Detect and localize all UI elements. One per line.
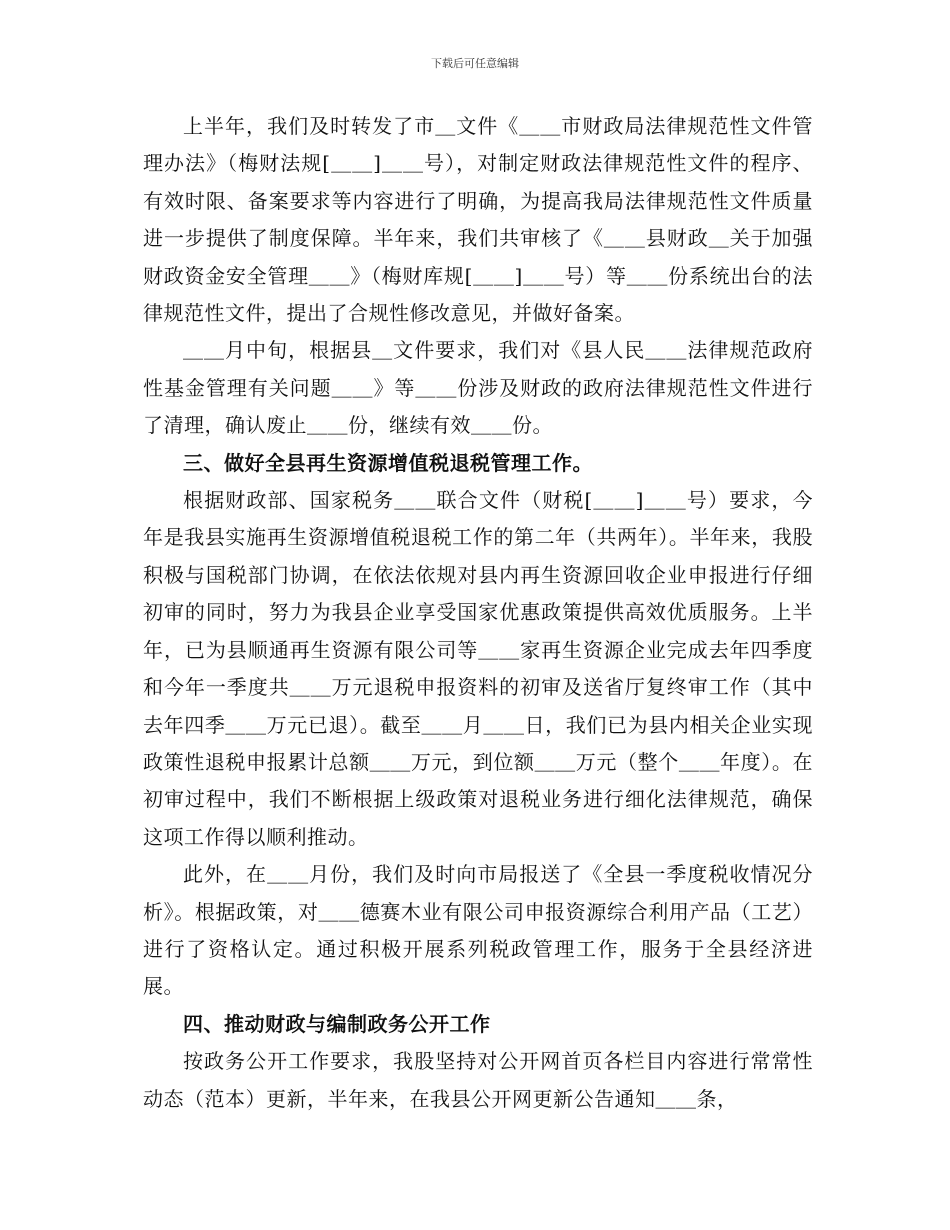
paragraph: 按政务公开工作要求，我股坚持对公开网首页各栏目内容进行常常性动态（范本）更新，半年来，在我县公开网更新公告通知＿＿条， <box>143 1049 813 1111</box>
document-body <box>143 108 813 1118</box>
section-heading: 三、做好全县再生资源增值税退税管理工作。 <box>183 450 593 475</box>
paragraph: 此外，在＿＿月份，我们及时向市局报送了《全县一季度税收情况分析》。根据政策，对＿＿德赛木业有限公司申报资源综合利用产品（工艺）进行了资格认定。通过积极开展系列税政管理工作，服务于全县经济进展。 <box>143 862 813 999</box>
paragraph: 根据财政部、国家税务＿＿联合文件（财税[＿＿]＿＿号）要求，今年是我县实施再生资源增值税退税工作的第二年（共两年）。半年来，我股积极与国税部门协调，在依法依规对县内再生资源回收企业申报进行仔细初审的同时，努力为我县企业享受国家优惠政策提供高效优质服务。上半年，已为县顺通再生资源有限公司等＿＿家再生资源企业完成去年四季度和今年一季度共＿＿万元退税申报资料的初审及送省厅复终审工作（其中去年四季＿＿万元已退）。截至＿＿月＿＿日，我们已为县内相关企业实现政策性退税申报累计总额＿＿万元，到位额＿＿万元（整个＿＿年度）。在初审过程中，我们不断根据上级政策对退税业务进行细化法律规范，确保这项工作得以顺利推动。 <box>143 488 813 849</box>
page-header: 下载后可任意编辑 <box>431 57 519 70</box>
paragraph: ＿＿月中旬，根据县＿文件要求，我们对《县人民＿＿法律规范政府性基金管理有关问题＿＿》等＿＿份涉及财政的政府法律规范性文件进行了清理，确认废止＿＿份，继续有效＿＿份。 <box>143 338 813 438</box>
section-heading: 四、推动财政与编制政务公开工作 <box>183 1011 491 1036</box>
paragraph: 上半年，我们及时转发了市＿文件《＿＿市财政局法律规范性文件管理办法》（梅财法规[＿＿]＿＿号），对制定财政法律规范性文件的程序、有效时限、备案要求等内容进行了明确，为提高我局法律规范性文件质量进一步提供了制度保障。半年来，我们共审核了《＿＿县财政＿关于加强财政资金安全管理＿＿》（梅财库规[＿＿]＿＿号）等＿＿份系统出台的法律规范性文件，提出了合规性修改意见，并做好备案。 <box>143 114 813 326</box>
